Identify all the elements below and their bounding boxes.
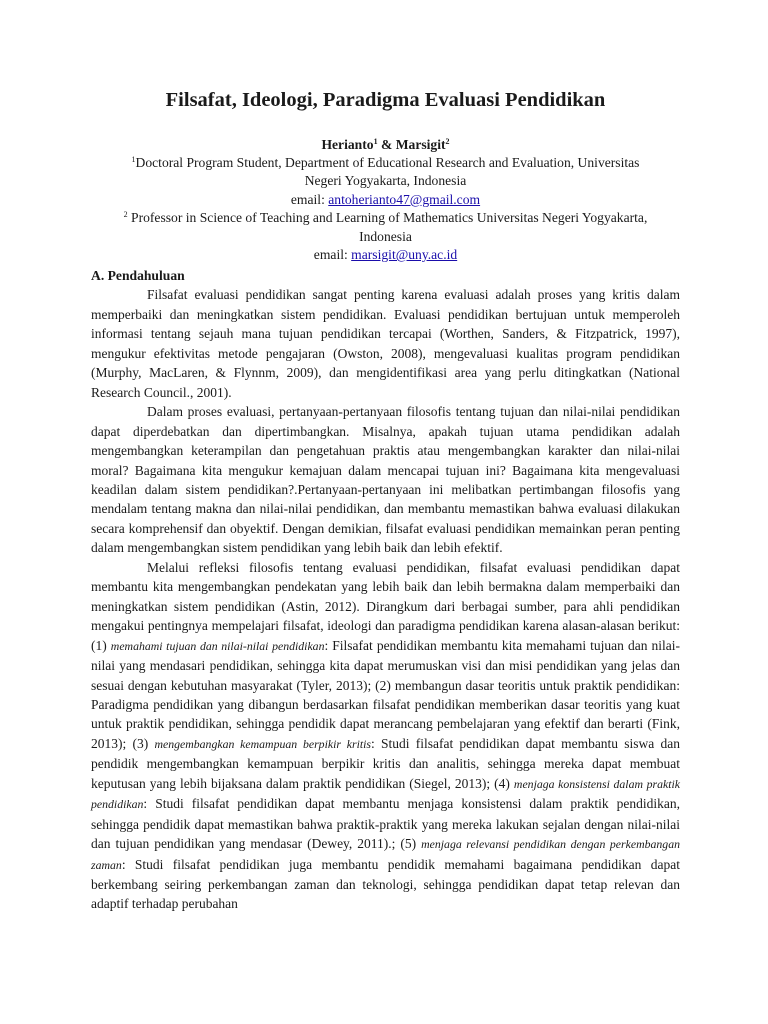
author-line (91, 136, 680, 154)
affiliation-1-line-2: Negeri Yogyakarta, Indonesia (304, 173, 467, 189)
section-heading: A. Pendahuluan (91, 268, 185, 284)
paragraph-3-part-1: Melalui refleksi filosofis tentang evaluasi pendidikan, filsafat evaluasi pendidikan dapat membantu kita mengembangkan pendekatan yang lebih baik dan lebih bermakna dalam memperbaiki dan meningkatkan sistem pendidikan (Astin, 2012). Dirangkum dari berbagai sumber, para ahli pendidikan mengakui pentingnya mempelajari filsafat, ideologi dan paradigma pendidikan karena alasan-alasan berikut: (1) (91, 559, 680, 653)
affiliation-2-email-line (91, 246, 680, 264)
author-joiner: & (377, 137, 396, 152)
affiliation-1 (91, 154, 680, 191)
author-2-superscript: 2 (445, 137, 450, 146)
affiliation-1-superscript: 1 (131, 155, 136, 164)
paragraph-3-emphasis-1: memahami tujuan dan nilai-nilai pendidikan (110, 638, 325, 653)
author-1-email-link[interactable]: antoherianto47@gmail.com (328, 191, 481, 207)
affiliation-1-line-1: Doctoral Program Student, Department of Educational Research and Evaluation, Universitas (135, 155, 640, 170)
paragraph-3-emphasis-4: menjaga relevansi pendidikan dengan perkembangan zaman (91, 837, 681, 872)
paragraph-2: Dalam proses evaluasi, pertanyaan-pertanyaan filosofis tentang tujuan dan nilai-nilai pendidikan dapat diperdebatkan dan dipertimbangkan. Misalnya, apakah tujuan utama pendidikan adalah mengembangkan keterampilan dan pengetahuan praktis atau mengembangkan karakter dan nilai-nilai moral? Bagaimana kita mengukur kemajuan dalam mencapai tujuan ini? Bagaimana kita mengevaluasi keadilan dalam sistem pendidikan?.Pertanyaan-pertanyaan ini melibatkan pertimbangan filosofis yang mendalam tentang makna dan nilai-nilai pendidikan, dan membantu memastikan bahwa evaluasi dilakukan secara komprehensif dan obyektif. Dengan demikian, filsafat evaluasi pendidikan memainkan peran penting dalam mengembangkan sistem pendidikan yang lebih baik dan lebih efektif. (91, 404, 680, 556)
email-label-1: email: (290, 191, 329, 207)
affiliation-1-email-line (91, 191, 680, 209)
affiliation-2-line-1: Professor in Science of Teaching and Learning of Mathematics Universitas Negeri Yogyakarta, (127, 210, 648, 226)
paragraph-3-part-4: : Studi filsafat pendidikan dapat membantu menjaga konsistensi dalam praktik pendidikan, sehingga pendidik dapat memastikan bahwa praktik-praktik yang mereka lakukan sejalan dengan nilai-nilai dan tujuan pendidikan yang mendasar (Dewey, 2011).; (5) (91, 796, 680, 852)
paragraph-3-emphasis-2: mengembangkan kemampuan berpikir kritis (154, 736, 372, 751)
affiliation-2 (91, 209, 680, 246)
author-1-name: Herianto (321, 137, 374, 152)
affiliation-2-superscript: 2 (123, 210, 128, 220)
paragraph-3-part-3: : Studi filsafat pendidikan dapat membantu siswa dan pendidik mengembangkan kemampuan berpikir kritis dan analitis, sehingga mereka dapat membuat keputusan yang lebih bijaksana dalam praktik pendidikan (Siegel, 2013); (4) (91, 735, 680, 791)
paragraph-3-emphasis-3: menjaga konsistensi dalam praktik pendidikan (91, 776, 680, 812)
author-1-superscript: 1 (373, 137, 378, 146)
paragraph-3-part-2: : Filsafat pendidikan membantu kita memahami tujuan dan nilai-nilai yang mendasari pendidikan, sehingga kita dapat merumuskan visi dan misi pendidikan yang jelas dan sesuai dengan kebutuhan masyarakat (Tyler, 2013); (2) membangun dasar teoritis untuk praktik pendidikan: Paradigma pendidikan yang dibangun berdasarkan filsafat pendidikan memberikan dasar teoritis yang kuat untuk praktik pendidikan, sehingga pendidik dapat merancang pembelajaran yang efektif dan berarti (Fink, 2013); (3) (91, 637, 680, 751)
paragraph-1: Filsafat evaluasi pendidikan sangat penting karena evaluasi adalah proses yang kritis dalam memperbaiki dan meningkatkan sistem pendidikan. Evaluasi pendidikan bertujuan untuk memperoleh informasi tentang sejauh mana tujuan pendidikan tercapai (Worthen, Sanders, & Fitzpatrick, 1997), mengukur efektivitas metode pengajaran (Owston, 2008), mengevaluasi kualitas program pendidikan (Murphy, MacLaren, & Flynnm, 2009), dan mengidentifikasi area yang perlu ditingkatkan (National Research Council., 2001). (91, 287, 680, 400)
affiliation-2-line-2: Indonesia (359, 228, 412, 244)
email-label-2: email: (313, 247, 352, 263)
paper-title: Filsafat, Ideologi, Paradigma Evaluasi Pendidikan (165, 89, 606, 111)
author-2-email-link[interactable]: marsigit@uny.ac.id (351, 247, 458, 263)
paragraph-3-part-5: : Studi filsafat pendidikan juga membantu pendidik memahami bagaimana pendidikan dapat berkembang seiring perkembangan zaman dan teknologi, sehingga pendidikan dapat tetap relevan dan adaptif terhadap perubahan (91, 856, 680, 912)
author-2-name: Marsigit (395, 137, 446, 152)
paragraph-3 (91, 558, 680, 914)
